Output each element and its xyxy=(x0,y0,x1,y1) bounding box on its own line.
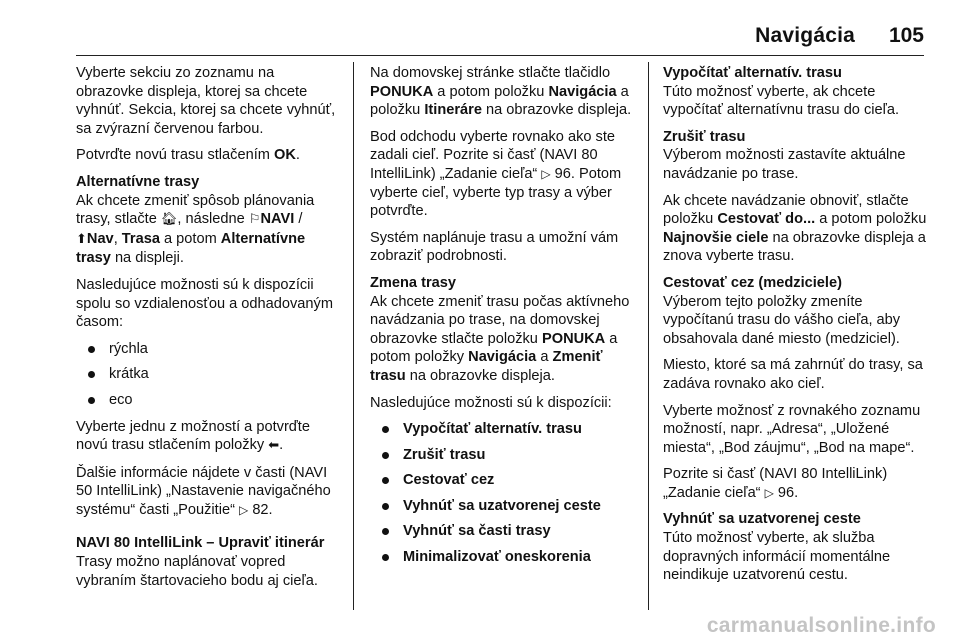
avoid-closed-road-paragraph: Túto možnosť vyberte, ak služba dopravných informácií momentálne neindikuje uzatvorenú cestu. xyxy=(663,530,891,584)
navi-label: NAVI xyxy=(260,211,295,228)
navi80-edit-itinerary-heading: NAVI 80 IntelliLink – Upraviť itinerár xyxy=(76,535,325,552)
select-option-paragraph xyxy=(76,418,344,456)
avoid-closed-road-heading: Vyhnúť sa uzatvorenej ceste xyxy=(663,511,861,528)
alternative-routes-paragraph xyxy=(76,192,344,268)
page-reference: 96 xyxy=(777,484,795,501)
menu-label: PONUKA xyxy=(541,330,606,347)
text-run: / xyxy=(294,211,303,228)
text-run: . xyxy=(279,437,284,454)
flag-icon: ⚐ xyxy=(248,212,261,228)
change-route-paragraph xyxy=(370,293,638,386)
text-run: na obrazovke displeja. xyxy=(405,367,555,384)
see-section-paragraph xyxy=(663,465,931,502)
navigation-label: Navigácia xyxy=(548,83,617,100)
text-run: Ak chcete zmeniť spôsob plánovania trasy, stlačte xyxy=(76,192,315,228)
header-divider xyxy=(76,55,924,56)
text-run: a položku xyxy=(370,83,629,119)
available-options-paragraph: Nasledujúce možnosti sú k dispozícii: xyxy=(370,394,612,411)
cancel-route-paragraph: Výberom možnosti zastavíte aktuálne navádzanie po trase. xyxy=(663,147,906,182)
text-run: . xyxy=(268,501,273,518)
back-arrow-icon: ⬅ xyxy=(268,438,280,454)
waypoint-entry-paragraph: Miesto, ktoré sa má zahrnúť do trasy, sa zadáva rovnako ako cieľ. xyxy=(663,357,923,392)
alternative-routes-label: Alternatívne trasy xyxy=(76,230,306,267)
confirm-paragraph xyxy=(76,146,344,165)
page-reference-icon: ▷ xyxy=(541,166,551,181)
plan-routes-paragraph: Trasy možno naplánovať vopred vybraním štartovacieho bodu aj cieľa. xyxy=(76,554,318,589)
home-icon: 🏠︎ xyxy=(160,212,178,228)
page-number: 105 xyxy=(888,24,924,47)
cancel-route-heading: Zrušiť trasu xyxy=(663,128,746,145)
text-run: Ďalšie informácie nájdete v časti (NAVI 50 IntelliLink) „Nastavenie navigačného systému“ časti „Použitie“ xyxy=(76,464,331,518)
route-type-list xyxy=(76,340,344,410)
column-1 xyxy=(76,64,344,590)
watermark: carmanualsonline.info xyxy=(706,614,936,637)
column-divider-1 xyxy=(353,62,354,610)
text-run: na obrazovke displeja a znova vyberte trasu. xyxy=(663,229,926,265)
text-run: Vyberte jednu z možností a potvrďte novú trasu stlačením položky xyxy=(76,418,310,454)
select-from-list-paragraph: Vyberte možnosť z rovnakého zoznamu možností, napr. „Adresa“, „Uložené miesta“, „Bod záujmu“, „Bod na mape“. xyxy=(663,402,921,456)
departure-point-paragraph xyxy=(370,128,638,221)
system-plans-paragraph: Systém naplánuje trasu a umožní vám zobraziť podrobnosti. xyxy=(370,229,619,265)
travel-to-label: Cestovať do... xyxy=(717,211,816,228)
text-run: a potom položku xyxy=(433,83,549,100)
menu-label: PONUKA xyxy=(370,83,434,100)
travel-via-paragraph: Výberom tejto položky zmeníte vypočítanú trasu do vášho cieľa, aby obsahovala dané miesto (medziciel). xyxy=(663,293,901,347)
page-reference: 82 xyxy=(252,501,269,518)
change-route-heading: Zmena trasy xyxy=(370,274,456,291)
page-title: Navigácia xyxy=(755,24,855,47)
column-3 xyxy=(663,64,931,585)
text-run: Ak chcete navádzanie obnoviť, stlačte položku xyxy=(663,192,909,228)
text-run: Na domovskej stránke stlačte tlačidlo xyxy=(370,65,611,81)
options-intro-paragraph: Nasledujúce možnosti sú k dispozícii spolu so vzdialenosťou a odhadovaným časom: xyxy=(76,276,333,331)
text-run: . Potom vyberte cieľ, vyberte typ trasy a výber potvrďte. xyxy=(370,165,622,220)
text-run: a potom položku xyxy=(815,211,927,228)
text-run: Bod odchodu vyberte rovnako ako ste zadali cieľ. Pozrite si časť (NAVI 80 IntelliLink) „Zadanie cieľa“ xyxy=(370,128,616,182)
nav-label: Nav xyxy=(86,230,114,247)
list-item: Vyhnúť sa uzatvorenej ceste xyxy=(370,497,638,516)
text-run: . xyxy=(295,147,300,164)
page-reference-icon: ▷ xyxy=(239,502,249,517)
calculate-alternative-heading: Vypočítať alternatív. trasu xyxy=(663,65,842,81)
list-item: rýchla xyxy=(76,340,344,359)
more-info-paragraph xyxy=(76,464,344,520)
list-item: krátka xyxy=(76,365,344,384)
list-item: Minimalizovať oneskorenia xyxy=(370,548,638,567)
text-run: Potvrďte novú trasu stlačením xyxy=(76,147,274,164)
resume-guidance-paragraph xyxy=(663,192,931,266)
alternative-routes-heading: Alternatívne trasy xyxy=(76,173,200,190)
text-run: , následne xyxy=(177,211,249,228)
text-run: Ak chcete zmeniť trasu počas aktívneho navádzania po trase, na domovskej obrazovke stlačte položku xyxy=(370,293,630,347)
navigation-arrow-icon: ⬆ xyxy=(76,231,87,247)
page-header xyxy=(0,0,960,56)
list-item: Zrušiť trasu xyxy=(370,446,638,465)
travel-via-heading: Cestovať cez (medziciele) xyxy=(663,274,842,291)
page-reference: 96 xyxy=(554,165,571,182)
intro-paragraph: Vyberte sekciu zo zoznamu na obrazovke displeja, ktorej sa chcete vyhnúť. Sekcia, ktorej sa chcete vyhnúť, sa zvýrazní červenou farbou. xyxy=(76,65,336,137)
change-route-options-list xyxy=(370,420,638,567)
navigation-label: Navigácia xyxy=(468,349,537,366)
text-run: , xyxy=(113,230,122,247)
list-item: Vypočítať alternatív. trasu xyxy=(370,420,638,439)
text-run: na obrazovke displeja. xyxy=(481,102,632,119)
list-item: Vyhnúť sa časti trasy xyxy=(370,522,638,541)
list-item: eco xyxy=(76,391,344,410)
column-divider-2 xyxy=(648,62,649,610)
text-run: a potom xyxy=(159,230,221,247)
itineraries-label: Itineráre xyxy=(424,102,482,119)
text-run: a xyxy=(536,349,553,366)
text-run: a potom položky xyxy=(370,330,618,366)
recent-destinations-label: Najnovšie ciele xyxy=(663,229,769,246)
change-route-label: Zmeniť trasu xyxy=(370,349,603,384)
text-run: Pozrite si časť (NAVI 80 IntelliLink) „Zadanie cieľa“ xyxy=(663,466,888,501)
list-item: Cestovať cez xyxy=(370,471,638,490)
text-run: . xyxy=(794,484,799,501)
calculate-alternative-paragraph: Túto možnosť vyberte, ak chcete vypočítať alternatívnu trasu do cieľa. xyxy=(663,83,900,119)
route-label: Trasa xyxy=(121,230,160,247)
page-reference-icon: ▷ xyxy=(764,485,774,500)
ok-label: OK xyxy=(273,147,296,164)
column-2 xyxy=(370,64,638,575)
text-run: na displeji. xyxy=(110,250,184,267)
homepage-paragraph xyxy=(370,64,638,120)
